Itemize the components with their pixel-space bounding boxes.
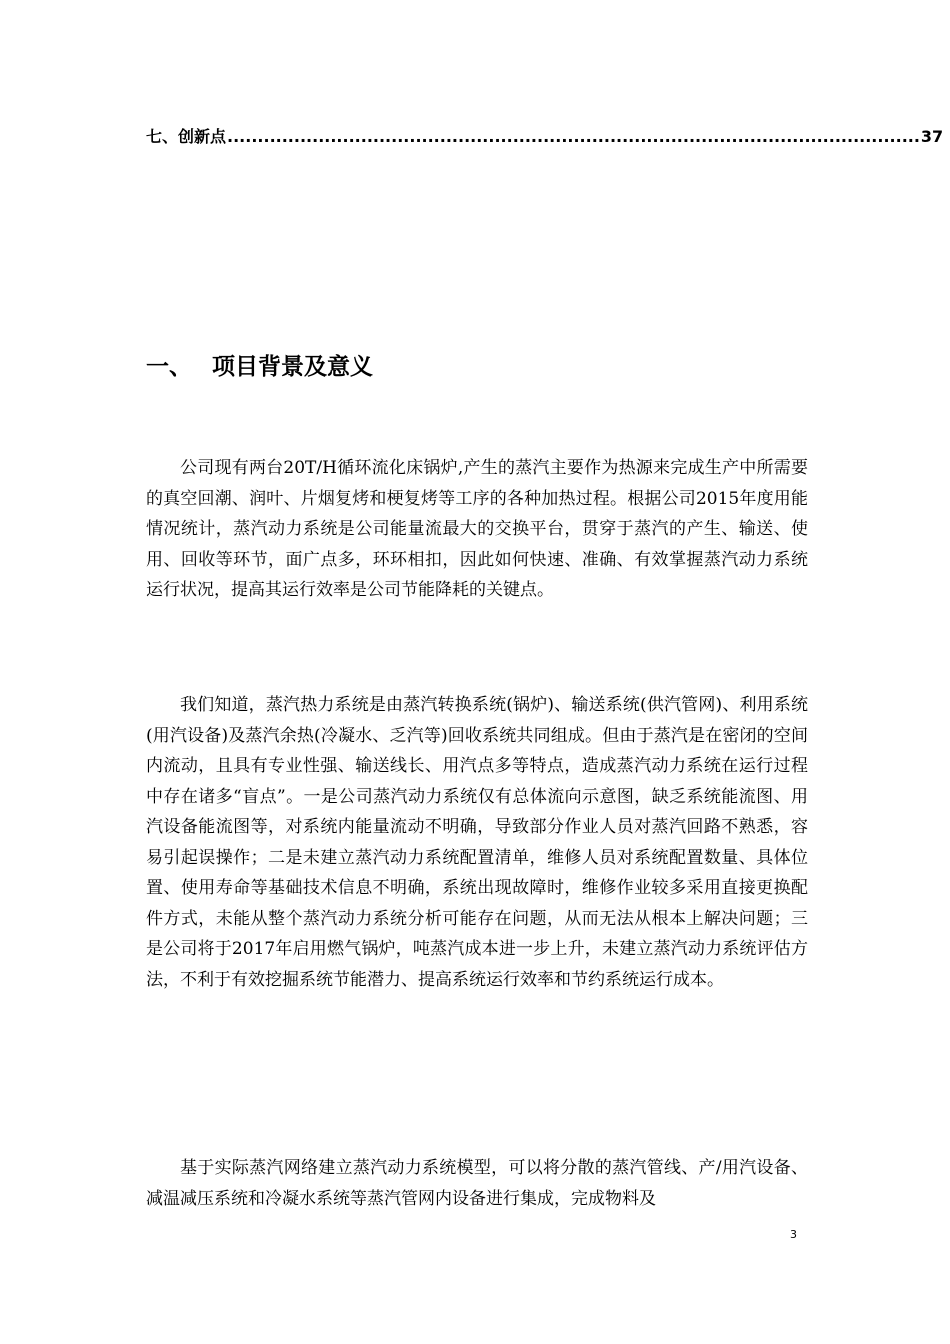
body-paragraph: 公司现有两台20T/H循环流化床锅炉,产生的蒸汽主要作为热源来完成生产中所需要的真空回潮、润叶、片烟复烤和梗复烤等工序的各种加热过程。根据公司2015年度用能情况统计，蒸汽动力系统是公司能量流最大的交换平台，贯穿于蒸汽的产生、输送、使用、回收等环节，面广点多，环环相扣，因此如何快速、准确、有效掌握蒸汽动力系统运行状况，提高其运行效率是公司节能降耗的关键点。 — [146, 458, 808, 600]
page-number: 3 — [790, 1228, 797, 1241]
section-number: 一、 — [146, 353, 192, 380]
section-title: 项目背景及意义 — [212, 353, 373, 380]
body-paragraph: 我们知道，蒸汽热力系统是由蒸汽转换系统(锅炉)、输送系统(供汽管网)、利用系统(用汽设备)及蒸汽余热(冷凝水、乏汽等)回收系统共同组成。但由于蒸汽是在密闭的空间内流动，且具有专业性强、输送线长、用汽点多等特点，造成蒸汽动力系统在运行过程中存在诸多“盲点”。一是公司蒸汽动力系统仅有总体流向示意图，缺乏系统能流图、用汽设备能流图等，对系统内能量流动不明确，导致部分作业人员对蒸汽回路不熟悉，容易引起误操作；二是未建立蒸汽动力系统配置清单，维修人员对系统配置数量、具体位置、使用寿命等基础技术信息不明确，系统出现故障时，维修作业较多采用直接更换配件方式，未能从整个蒸汽动力系统分析可能存在问题，从而无法从根本上解决问题；三是公司将于2017年启用燃气锅炉，吨蒸汽成本进一步上升，未建立蒸汽动力系统评估方法，不利于有效挖掘系统节能潜力、提高系统运行效率和节约系统运行成本。 — [146, 695, 808, 990]
body-paragraph: 基于实际蒸汽网络建立蒸汽动力系统模型，可以将分散的蒸汽管线、产/用汽设备、减温减压系统和冷凝水系统等蒸汽管网内设备进行集成，完成物料及 — [146, 1158, 808, 1209]
toc-entry-page: 37 — [920, 127, 944, 146]
toc-entry-label: 七、创新点 — [146, 127, 227, 146]
section-heading — [146, 344, 373, 384]
toc-leader-dots: .................................................................................................................. — [227, 127, 920, 146]
toc-entry[interactable] — [146, 124, 944, 152]
